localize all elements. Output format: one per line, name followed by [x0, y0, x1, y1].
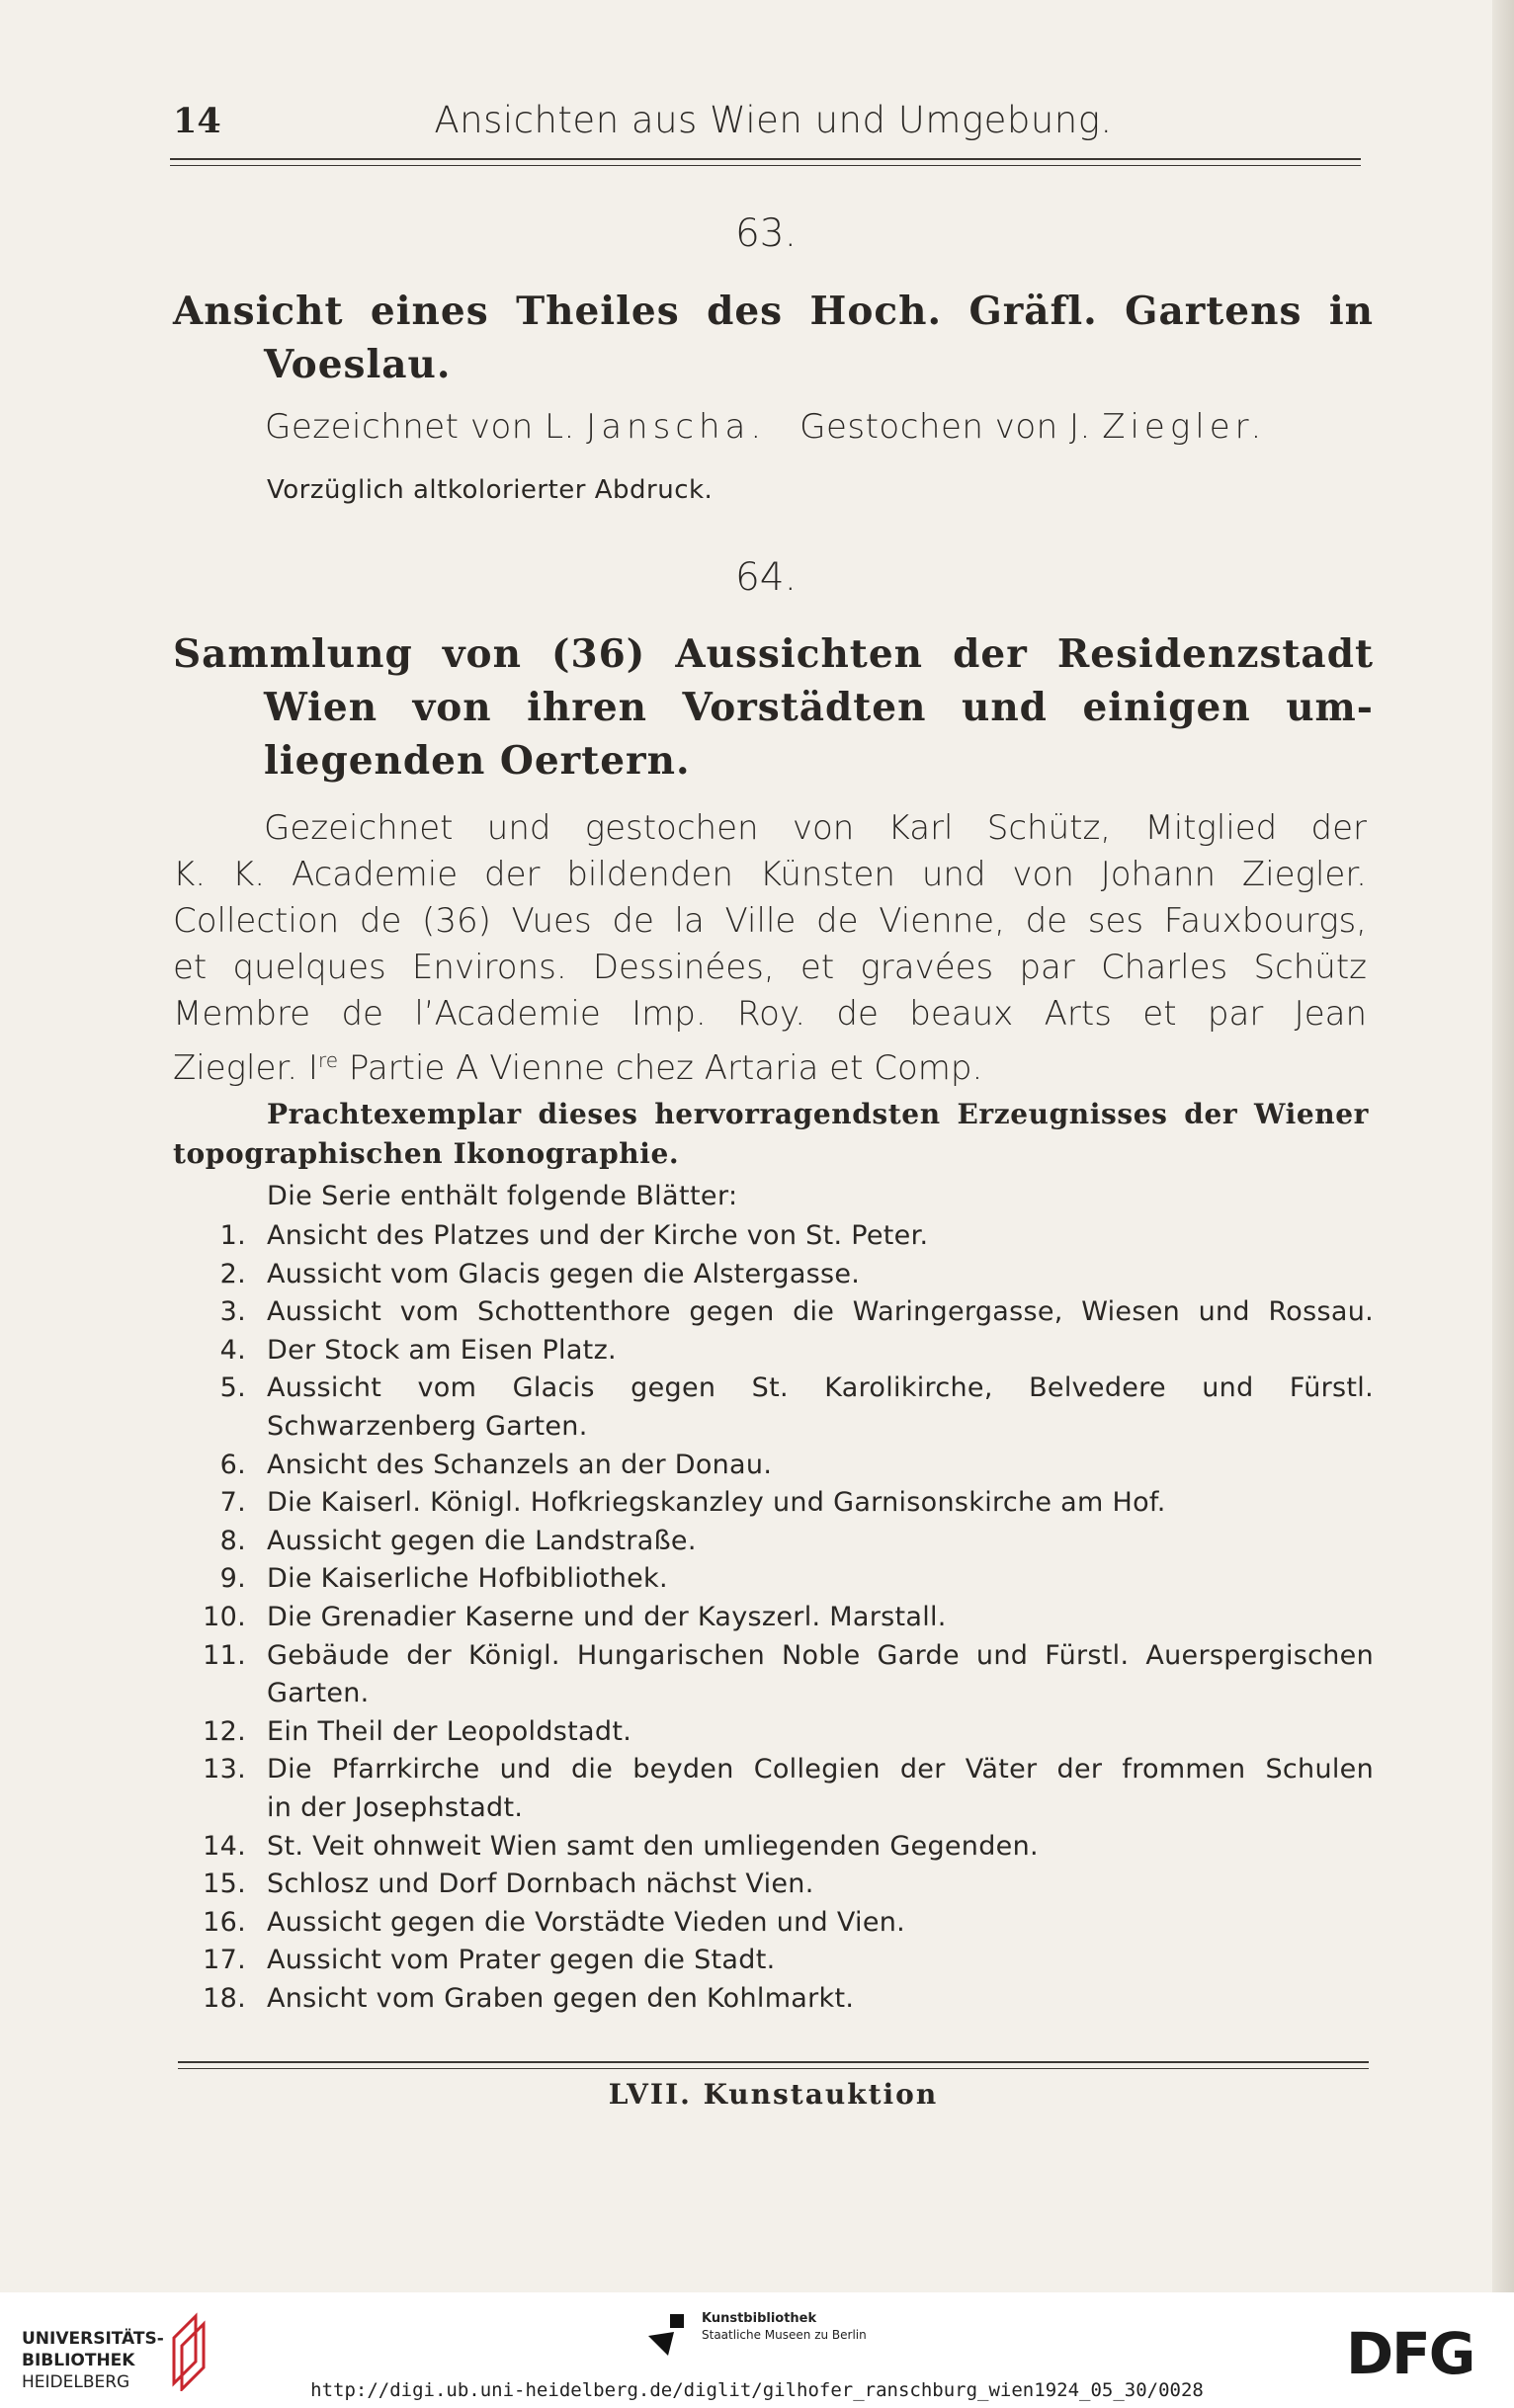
list-item: 8. Aussicht gegen die Landstraße.: [219, 1525, 697, 1556]
list-item: 9. Die Kaiserliche Hofbibliothek.: [219, 1563, 668, 1595]
entry-63-title-line-2: Voeslau.: [264, 342, 452, 387]
footer-title: LVII. Kunstauktion: [608, 2078, 939, 2111]
list-item: 14. St. Veit ohnweit Wien samt den umliegenden Gegenden.: [203, 1830, 1039, 1862]
permalink-url[interactable]: http://digi.ub.uni-heidelberg.de/diglit/gilhofer_ranschburg_wien1924_05_30/0028: [310, 2379, 1204, 2401]
entry-63-title-line-1: Ansicht eines Theiles des Hoch. Gräfl. Gartens in: [173, 289, 1374, 334]
entry-64-title-line-3: liegenden Oertern.: [264, 738, 691, 784]
kunstbibliothek-logo-icon: [644, 2310, 688, 2360]
entry-64-number: 64.: [734, 555, 798, 600]
entry-64-title: [173, 627, 1374, 788]
running-title: Ansichten aus Wien und Umgebung.: [434, 99, 1113, 141]
list-item: 6. Ansicht des Schanzels an der Donau.: [219, 1449, 773, 1480]
entry-63-note: Vorzüglich altkolorierter Abdruck.: [267, 475, 714, 505]
kb-subtitle: Staatliche Museen zu Berlin: [702, 2328, 867, 2342]
entry-64-description: [173, 805, 1367, 1092]
description-last-line: [173, 1038, 1367, 1092]
dfg-logo: DFG: [1346, 2320, 1474, 2387]
entry-64-title-line-1: Sammlung von (36) Aussichten der Residenzstadt: [173, 631, 1374, 677]
list-item: 3. Aussicht vom Schottenthore gegen die Waringergasse, Wiesen und Rossau.: [219, 1296, 1374, 1328]
list-item: 18. Ansicht vom Graben gegen den Kohlmarkt.: [203, 1982, 855, 2014]
list-item: 17. Aussicht vom Prater gegen die Stadt.: [203, 1945, 776, 1976]
list-item: 12. Ein Theil der Leopoldstadt.: [203, 1715, 632, 1747]
ub-line-2: BIBLIOTHEK: [22, 2351, 135, 2370]
entry-63-title: [173, 285, 1374, 391]
description-line: K. K. Academie der bildenden Künsten und von Johann Ziegler.: [173, 855, 1367, 894]
engraved-by-name: Ziegler.: [1102, 407, 1267, 447]
description-line: Membre de l’Academie Imp. Roy. de beaux Arts et par Jean: [173, 994, 1367, 1034]
drawn-by-name: Janscha.: [586, 407, 767, 447]
entry-63-number: 63.: [734, 211, 798, 256]
list-item: 16. Aussicht gegen die Vorstädte Vieden und Vien.: [203, 1906, 906, 1938]
list-item: 2. Aussicht vom Glacis gegen die Alstergasse.: [219, 1258, 861, 1289]
list-item: 11. Gebäude der Königl. Hungarischen Noble Garde und Fürstl. Auerspergischen Garten.: [203, 1639, 1374, 1709]
list-intro: Die Serie enthält folgende Blätter:: [267, 1181, 738, 1211]
kunstbibliothek-label: [702, 2310, 867, 2344]
ub-line-3: HEIDELBERG: [22, 2372, 130, 2392]
drawn-by-prefix: Gezeichnet von L.: [265, 407, 575, 447]
partie-ordinal: I: [307, 1048, 318, 1088]
list-item: 10. Die Grenadier Kaserne und der Kayszerl. Marstall.: [203, 1601, 947, 1632]
list-item: 13. Die Pfarrkirche und die beyden Collegien der Väter der frommen Schulen in der Josephstadt.: [203, 1754, 1374, 1823]
sheet-list: [173, 1217, 1374, 2018]
header-rule: [170, 158, 1361, 166]
list-item: 7. Die Kaiserl. Königl. Hofkriegskanzley und Garnisonskirche am Hof.: [219, 1487, 1166, 1519]
entry-63-credit: [265, 407, 1266, 447]
ordinal-superscript: re: [317, 1048, 339, 1072]
ziegler-text: Ziegler.: [173, 1048, 298, 1088]
publisher-text: Partie A Vienne chez Artaria et Comp.: [348, 1048, 983, 1088]
list-item: 4. Der Stock am Eisen Platz.: [219, 1334, 617, 1366]
running-head: [173, 95, 1374, 154]
highlight-line-1: Prachtexemplar dieses hervorragendsten Erzeugnisses der Wiener: [267, 1098, 1369, 1130]
entry-64-title-line-2: Wien von ihren Vorstädten und einigen um-: [264, 685, 1374, 730]
kb-name: Kunstbibliothek: [702, 2311, 817, 2326]
list-item: 15. Schlosz und Dorf Dornbach nächst Vien.: [203, 1868, 814, 1900]
ub-line-1: UNIVERSITÄTS-: [22, 2329, 164, 2349]
highlight-line-2: topographischen Ikonographie.: [173, 1137, 680, 1170]
footer-rule: [178, 2061, 1369, 2069]
description-line: Collection de (36) Vues de la Ville de Vienne, de ses Fauxbourgs,: [173, 901, 1367, 941]
description-line: et quelques Environs. Dessinées, et gravées par Charles Schütz: [173, 948, 1367, 987]
page-number: 14: [173, 101, 221, 141]
list-item: 1. Ansicht des Platzes und der Kirche von St. Peter.: [219, 1220, 929, 1251]
page-edge-shadow: [1492, 0, 1514, 2292]
engraved-by-prefix: Gestochen von J.: [799, 407, 1091, 447]
highlight-note: [173, 1095, 1369, 1174]
list-item: 5. Aussicht vom Glacis gegen St. Karolikirche, Belvedere und Fürstl. Schwarzenberg Garten.: [219, 1372, 1374, 1442]
description-line: Gezeichnet und gestochen von Karl Schütz, Mitglied der: [264, 808, 1367, 848]
